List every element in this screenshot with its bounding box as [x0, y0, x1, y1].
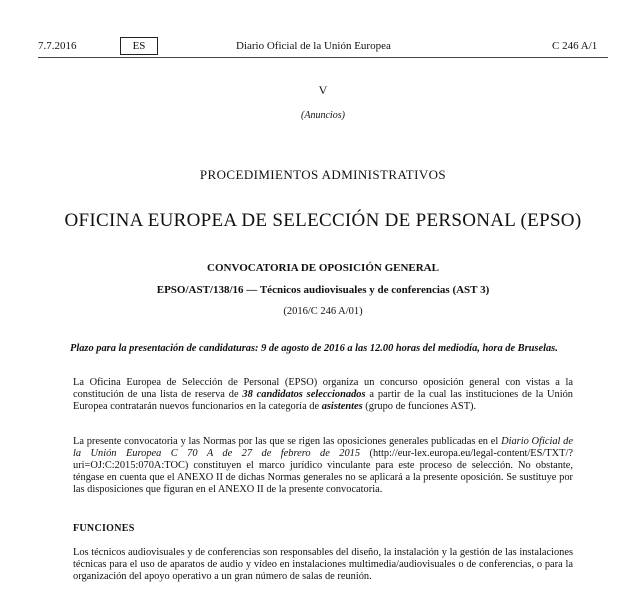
notice-subtitle: EPSO/AST/138/16 — Técnicos audiovisuales y de conferencias (AST 3) [156, 284, 490, 296]
notice-code: (2016/C 246 A/01) [283, 306, 363, 317]
legal-framework-paragraph: La presente convocatoria y las Normas por las que se rigen las oposiciones generales publicadas en el Diario Oficial de la Unión Europea C 70 A de 27 de febrero de 2015 (http://eur-lex.europa.eu/legal-content/ES/TXT/?uri=OJ:C:2015:070A:TOC) constituyen el marco jurídico vinculante para este proceso de selección. No obstante, téngase en cuenta que el ANEXO II de dichas Normas generales no se aplicará a la presente oposición. Se sustituye por las disposiciones que figuran en el ANEXO II de la presente convocatoria. [73, 436, 573, 495]
office-title: OFICINA EUROPEA DE SELECCIÓN DE PERSONAL (EPSO) [64, 210, 582, 231]
publication-date: 7.7.2016 [38, 40, 77, 52]
journal-name: Diario Oficial de la Unión Europea [236, 40, 391, 52]
section-numeral: V [318, 83, 328, 97]
section-label: (Anuncios) [301, 110, 345, 121]
candidates-count: 38 candidatos seleccionados [242, 389, 366, 400]
language-badge: ES [120, 37, 158, 55]
category-name: asistentes [321, 401, 363, 412]
journal-reference: C 246 A/1 [552, 40, 598, 52]
notice-title: CONVOCATORIA DE OPOSICIÓN GENERAL [207, 262, 439, 274]
deadline-notice: Plazo para la presentación de candidaturas: 9 de agosto de 2016 a las 12.00 horas del mediodía, hora de Bruselas. [70, 343, 558, 354]
intro-paragraph: La Oficina Europea de Selección de Personal (EPSO) organiza un concurso oposición general con vistas a la constitución de una lista de reserva de 38 candidatos seleccionados a partir de la cual las instituciones de la Unión Europea contratarán nuevos funcionarios en la categoría de asistentes (grupo de funciones AST). [73, 377, 573, 412]
procedures-title: PROCEDIMIENTOS ADMINISTRATIVOS [199, 167, 447, 182]
header-rule [38, 57, 608, 58]
functions-heading: FUNCIONES [73, 523, 135, 534]
functions-paragraph: Los técnicos audiovisuales y de conferencias son responsables del diseño, la instalación y la gestión de las instalaciones técnicas para el uso de aparatos de audio y vídeo en instalaciones multimedia/audiovisuales o de conferencias, o para la organización del apoyo operativo a un gran número de salas de reunión. [73, 547, 573, 582]
journal-citation: Diario Oficial de la Unión Europea C 70 A de 27 de febrero de 2015 [73, 436, 573, 459]
